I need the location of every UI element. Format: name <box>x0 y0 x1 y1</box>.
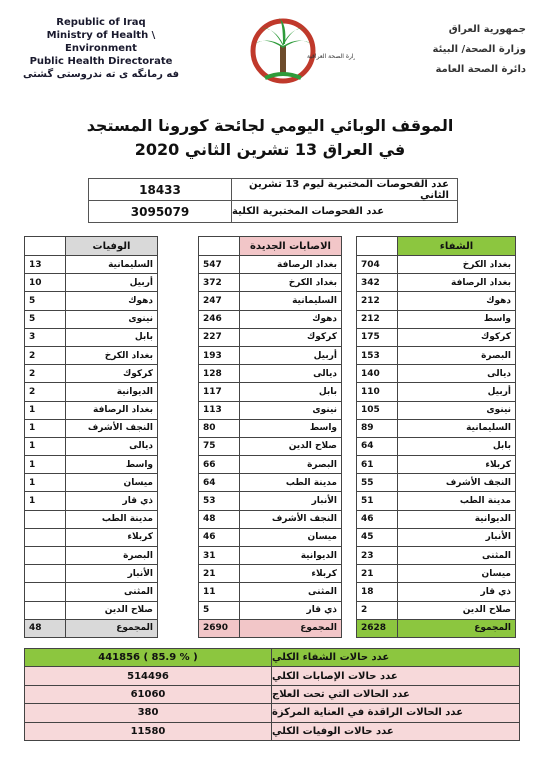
table-row <box>25 401 158 419</box>
row-value: 704 <box>357 256 398 274</box>
daily-tests-label: عدد الفحوصات المختبرية ليوم 13 تشرين الثاني <box>248 178 449 201</box>
row-value: 140 <box>357 365 398 383</box>
table-row <box>25 492 158 510</box>
summary-label: عدد حالات الوفيات الكلي <box>272 725 394 737</box>
table-row <box>357 383 516 401</box>
header-left-line: فه رمانگه ى ته ندروستى گشتى <box>22 69 180 80</box>
summary-table <box>24 648 520 741</box>
table-row <box>199 547 342 565</box>
row-governorate: المثنى <box>66 583 158 601</box>
summary-label: عدد حالات الشفاء الكلي <box>272 652 390 664</box>
row-governorate: البصرة <box>398 346 516 364</box>
row-value: 31 <box>199 547 240 565</box>
row-value: 128 <box>199 365 240 383</box>
summary-row <box>25 649 519 667</box>
table-row <box>25 365 158 383</box>
table-header-row <box>199 237 342 256</box>
row-value: 1 <box>25 474 66 492</box>
row-value <box>25 565 66 583</box>
table-row <box>357 437 516 455</box>
table-row <box>199 492 342 510</box>
header-left <box>16 16 186 81</box>
row-value: 105 <box>357 401 398 419</box>
table-row <box>25 419 158 437</box>
lab-tests-box <box>88 178 458 223</box>
summary-value: 11580 <box>25 723 272 740</box>
total-label: المجموع <box>398 619 516 637</box>
table-row <box>25 256 158 274</box>
summary-row <box>25 667 519 685</box>
row-governorate: الديوانية <box>240 547 342 565</box>
table-row <box>199 310 342 328</box>
table-row <box>199 565 342 583</box>
header-blank <box>25 237 66 256</box>
row-governorate: بغداد الكرخ <box>240 274 342 292</box>
table-row <box>25 528 158 546</box>
row-governorate: مدينة الطب <box>240 474 342 492</box>
table-row <box>25 565 158 583</box>
row-value: 372 <box>199 274 240 292</box>
table-row <box>357 328 516 346</box>
summary-label: عدد حالات الإصابات الكلي <box>272 670 398 682</box>
row-value: 117 <box>199 383 240 401</box>
row-value: 227 <box>199 328 240 346</box>
table-row <box>357 456 516 474</box>
row-value: 247 <box>199 292 240 310</box>
table-row <box>357 256 516 274</box>
row-value: 5 <box>25 310 66 328</box>
table-header: الاصابات الجديدة <box>240 237 342 256</box>
summary-row <box>25 723 519 740</box>
row-governorate: السليمانية <box>398 419 516 437</box>
row-value: 45 <box>357 528 398 546</box>
row-governorate: الديوانية <box>398 510 516 528</box>
table-row <box>199 583 342 601</box>
row-governorate: واسط <box>398 310 516 328</box>
row-value: 547 <box>199 256 240 274</box>
table-row <box>357 419 516 437</box>
row-value: 2 <box>25 346 66 364</box>
row-governorate: كربلاء <box>66 528 158 546</box>
row-value: 246 <box>199 310 240 328</box>
row-governorate: الأنبار <box>66 565 158 583</box>
header-left-line: Republic of Iraq <box>56 17 146 28</box>
table-row <box>357 547 516 565</box>
row-governorate: بغداد الكرخ <box>398 256 516 274</box>
row-governorate: بغداد الكرخ <box>66 346 158 364</box>
row-governorate: صلاح الدين <box>398 601 516 619</box>
row-value <box>25 583 66 601</box>
row-governorate: بابل <box>398 437 516 455</box>
summary-value: 514496 <box>25 667 272 684</box>
row-governorate: ذي قار <box>398 583 516 601</box>
header-right <box>416 20 526 80</box>
row-value: 10 <box>25 274 66 292</box>
daily-tests-value: 18433 <box>89 179 232 200</box>
row-value: 5 <box>199 601 240 619</box>
total-value: 2690 <box>199 619 240 637</box>
table-row <box>357 274 516 292</box>
row-value: 64 <box>357 437 398 455</box>
row-value: 212 <box>357 310 398 328</box>
table-header: الشفاء <box>398 237 516 256</box>
row-governorate: دهوك <box>66 292 158 310</box>
row-governorate: الأنبار <box>398 528 516 546</box>
row-value: 175 <box>357 328 398 346</box>
total-tests-row <box>89 201 457 222</box>
table-row <box>199 328 342 346</box>
table-row <box>357 528 516 546</box>
table-row <box>25 328 158 346</box>
table-row <box>199 474 342 492</box>
row-value: 153 <box>357 346 398 364</box>
summary-label: عدد الحالات الراقدة في العناية المركزة <box>272 707 464 719</box>
row-value: 64 <box>199 474 240 492</box>
row-governorate: نينوى <box>240 401 342 419</box>
row-governorate: المثنى <box>398 547 516 565</box>
table-row <box>25 310 158 328</box>
row-governorate: بابل <box>66 328 158 346</box>
table-row <box>357 474 516 492</box>
row-value: 53 <box>199 492 240 510</box>
summary-value: 61060 <box>25 686 272 703</box>
header-blank <box>357 237 398 256</box>
row-value: 23 <box>357 547 398 565</box>
row-value <box>25 510 66 528</box>
row-governorate: كربلاء <box>240 565 342 583</box>
total-row <box>199 619 342 637</box>
row-value: 110 <box>357 383 398 401</box>
summary-value: 380 <box>25 704 272 721</box>
table-row <box>199 419 342 437</box>
row-value: 48 <box>199 510 240 528</box>
page-subtitle: في العراق 13 تشرين الثاني 2020 <box>134 140 406 159</box>
summary-value: 441856 ( 85.9 % ) <box>25 649 272 666</box>
row-value: 342 <box>357 274 398 292</box>
table-header: الوفيات <box>66 237 158 256</box>
table-row <box>199 346 342 364</box>
row-governorate: ميسان <box>398 565 516 583</box>
row-governorate: أربيل <box>240 346 342 364</box>
new-cases-table <box>198 236 342 638</box>
row-governorate: واسط <box>66 456 158 474</box>
summary-row <box>25 704 519 722</box>
row-value: 75 <box>199 437 240 455</box>
row-value: 5 <box>25 292 66 310</box>
table-row <box>199 510 342 528</box>
table-row <box>25 601 158 619</box>
row-governorate: مدينة الطب <box>398 492 516 510</box>
table-row <box>357 292 516 310</box>
row-governorate: النجف الأشرف <box>398 474 516 492</box>
row-governorate: دهوك <box>240 310 342 328</box>
row-value: 21 <box>357 565 398 583</box>
row-governorate: ديالى <box>398 365 516 383</box>
row-governorate: بغداد الرصافة <box>66 401 158 419</box>
logo-text: وزارة الصحة العراقية <box>307 53 355 60</box>
table-row <box>25 346 158 364</box>
row-governorate: ميسان <box>240 528 342 546</box>
row-value: 89 <box>357 419 398 437</box>
table-row <box>357 310 516 328</box>
row-governorate: ميسان <box>66 474 158 492</box>
header-left-line: Ministry of Health \ Environment <box>46 30 156 54</box>
table-row <box>199 383 342 401</box>
header-right-line: جمهورية العراق <box>448 24 526 35</box>
total-tests-label: عدد الفحوصات المختبرية الكلية <box>232 206 385 217</box>
row-governorate: البصرة <box>66 547 158 565</box>
row-governorate: أربيل <box>66 274 158 292</box>
header-left-line: Public Health Directorate <box>29 56 173 67</box>
row-governorate: صلاح الدين <box>240 437 342 455</box>
row-value: 193 <box>199 346 240 364</box>
total-row <box>25 619 158 637</box>
table-row <box>357 365 516 383</box>
table-row <box>25 474 158 492</box>
table-row <box>199 456 342 474</box>
row-value: 55 <box>357 474 398 492</box>
row-value: 80 <box>199 419 240 437</box>
row-governorate: صلاح الدين <box>66 601 158 619</box>
row-value: 2 <box>357 601 398 619</box>
row-governorate: دهوك <box>398 292 516 310</box>
daily-tests-row <box>89 179 457 201</box>
row-governorate: بغداد الرصافة <box>398 274 516 292</box>
deaths-table <box>24 236 158 638</box>
row-governorate: الديوانية <box>66 383 158 401</box>
row-value <box>25 528 66 546</box>
row-governorate: كركوك <box>240 328 342 346</box>
summary-row <box>25 686 519 704</box>
row-value: 1 <box>25 419 66 437</box>
row-governorate: الأنبار <box>240 492 342 510</box>
table-row <box>25 583 158 601</box>
row-value: 21 <box>199 565 240 583</box>
row-value: 1 <box>25 437 66 455</box>
row-value <box>25 547 66 565</box>
row-governorate: المثنى <box>240 583 342 601</box>
table-row <box>199 601 342 619</box>
table-row <box>357 565 516 583</box>
row-governorate: بابل <box>240 383 342 401</box>
table-row <box>25 274 158 292</box>
row-governorate: واسط <box>240 419 342 437</box>
row-governorate: ديالى <box>240 365 342 383</box>
row-value: 113 <box>199 401 240 419</box>
total-row <box>357 619 516 637</box>
header-right-line: دائرة الصحة العامة <box>435 64 526 75</box>
row-governorate: البصرة <box>240 456 342 474</box>
header-blank <box>199 237 240 256</box>
table-row <box>357 583 516 601</box>
table-row <box>357 346 516 364</box>
table-row <box>25 510 158 528</box>
row-value <box>25 601 66 619</box>
table-row <box>357 492 516 510</box>
table-row <box>357 510 516 528</box>
row-value: 1 <box>25 492 66 510</box>
table-header-row <box>25 237 158 256</box>
row-value: 1 <box>25 401 66 419</box>
summary-label: عدد الحالات التي تحت العلاج <box>272 688 410 700</box>
table-row <box>199 365 342 383</box>
row-governorate: كركوك <box>398 328 516 346</box>
total-label: المجموع <box>66 619 158 637</box>
row-value: 13 <box>25 256 66 274</box>
row-value: 1 <box>25 456 66 474</box>
row-governorate: ديالى <box>66 437 158 455</box>
row-governorate: كركوك <box>66 365 158 383</box>
row-governorate: كربلاء <box>398 456 516 474</box>
table-row <box>25 547 158 565</box>
row-value: 11 <box>199 583 240 601</box>
table-row <box>25 456 158 474</box>
row-value: 51 <box>357 492 398 510</box>
row-value: 2 <box>25 365 66 383</box>
row-governorate: ذي قار <box>240 601 342 619</box>
header-right-line: وزارة الصحة/ البيئة <box>432 44 526 55</box>
row-value: 46 <box>199 528 240 546</box>
total-tests-value: 3095079 <box>89 201 232 222</box>
ministry-logo <box>245 6 355 106</box>
recovery-table <box>356 236 516 638</box>
table-row <box>199 256 342 274</box>
page-title: الموقف الوبائي اليومي لجائحة كورونا المستجد <box>86 116 454 135</box>
row-governorate: نينوى <box>398 401 516 419</box>
table-row <box>357 401 516 419</box>
row-governorate: ذي قار <box>66 492 158 510</box>
row-value: 3 <box>25 328 66 346</box>
row-governorate: السليمانية <box>66 256 158 274</box>
row-governorate: النجف الأشرف <box>240 510 342 528</box>
row-governorate: نينوى <box>66 310 158 328</box>
table-row <box>199 437 342 455</box>
total-value: 2628 <box>357 619 398 637</box>
row-value: 46 <box>357 510 398 528</box>
row-governorate: النجف الأشرف <box>66 419 158 437</box>
row-value: 61 <box>357 456 398 474</box>
row-value: 66 <box>199 456 240 474</box>
row-governorate: بغداد الرصافة <box>240 256 342 274</box>
total-label: المجموع <box>240 619 342 637</box>
table-header-row <box>357 237 516 256</box>
table-row <box>199 292 342 310</box>
total-value: 48 <box>25 619 66 637</box>
table-row <box>199 401 342 419</box>
table-row <box>357 601 516 619</box>
row-governorate: السليمانية <box>240 292 342 310</box>
row-governorate: مدينة الطب <box>66 510 158 528</box>
row-value: 2 <box>25 383 66 401</box>
table-row <box>25 383 158 401</box>
table-row <box>199 528 342 546</box>
table-row <box>25 437 158 455</box>
row-governorate: أربيل <box>398 383 516 401</box>
row-value: 212 <box>357 292 398 310</box>
table-row <box>199 274 342 292</box>
row-value: 18 <box>357 583 398 601</box>
table-row <box>25 292 158 310</box>
